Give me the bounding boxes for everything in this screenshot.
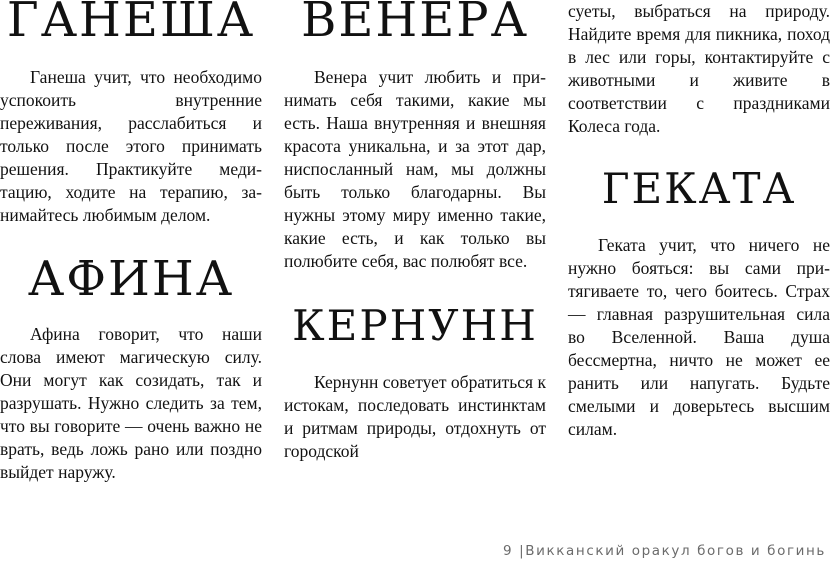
paragraph-gekata: Геката учит, что ничего не нужно бояться: вы сами притягиваете то, чего боитесь. Страх — главная разрушительная сила во Вселенной. Ваша душа бессмертна, ничто не может ее ранить или напугать. Будьте смелыми и доверьтесь высшим силам.	[568, 235, 830, 439]
heading-gekata: ГЕКАТА	[601, 164, 797, 213]
paragraph-kernunn-continued: суеты, выбраться на природу. Найдите время для пикника, поход в лес или горы, контактируйте с животными и живите в соответствии с праздниками Колеса года.	[568, 1, 830, 136]
paragraph-ganesha: Ганеша учит, что необходимо успокоить внутренние переживания, расслабиться и только после этого принимать решения. Практикуйте медитацию, ходите на терапию, занимайтесь любимым делом.	[0, 67, 262, 225]
heading-afina: АФИНА	[27, 251, 235, 307]
paragraph-afina: Афина говорит, что наши слова имеют магическую силу. Они могут как созидать, так и разрушать. Нужно следить за тем, что вы говорите — очень важно не врать, ведь ложь рано или поздно выйдет наружу.	[0, 324, 262, 482]
heading-venera: ВЕНЕРА	[301, 0, 529, 48]
paragraph-venera: Венера учит любить и принимать себя такими, какие мы есть. Наша внутренняя и внешняя красота уникальна, и за этот дар, ниспосланный нам, мы должны быть только благодарны. Вы нужны этому миру именно такие, какие есть, и как только вы полюбите себя, вас полюбят все.	[284, 67, 546, 271]
paragraph-kernunn: Кернунн советует обратиться к истокам, последовать инстинктам и ритмам природы, отдохнуть от городской	[284, 372, 546, 461]
column-1	[0, 0, 262, 484]
footer-separator: |	[519, 543, 526, 559]
heading-ganesha: ГАНЕША	[6, 0, 256, 48]
page-footer	[503, 543, 826, 559]
page-number: 9	[503, 543, 514, 559]
column-2	[284, 0, 546, 463]
heading-kernunn: КЕРНУНН	[292, 301, 538, 350]
book-title: Викканский оракул богов и богинь	[525, 543, 826, 559]
column-3	[568, 0, 830, 441]
